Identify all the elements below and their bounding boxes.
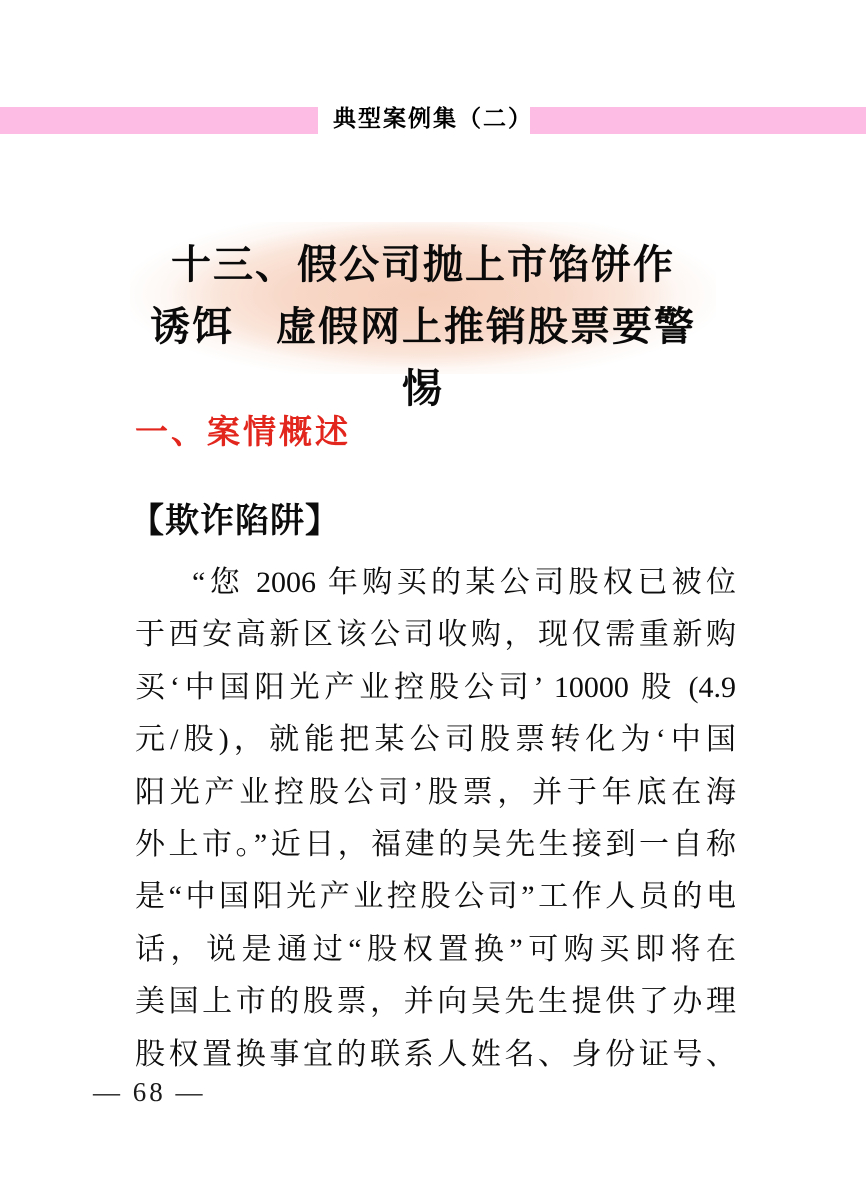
body-paragraph <box>135 557 736 1081</box>
section-heading: 一、案情概述 <box>135 413 351 450</box>
running-header-title: 典型案例集（二） <box>333 105 533 131</box>
body-line: 阳光产业控股公司’股票，并于年底在海 <box>135 775 736 809</box>
body-line: 话，说是通过“股权置换”可购买即将在 <box>135 932 736 966</box>
body-line: 美国上市的股票，并向吴先生提供了办理 <box>135 985 736 1019</box>
body-line: 是“中国阳光产业控股公司”工作人员的电 <box>135 880 736 914</box>
chapter-title-line-2: 诱饵 虚假网上推销股票要警惕 <box>150 304 696 411</box>
body-line: “您 2006 年购买的某公司股权已被位 <box>192 566 736 599</box>
subsection-heading: 【欺诈陷阱】 <box>130 503 340 540</box>
page-number: — 68 — <box>93 1077 206 1107</box>
chapter-title <box>130 234 716 420</box>
body-line: 于西安高新区该公司收购，现仅需重新购 <box>135 618 736 652</box>
body-line: 外上市。”近日，福建的吴先生接到一自称 <box>135 827 736 861</box>
body-line: 股权置换事宜的联系人姓名、身份证号、 <box>135 1037 736 1071</box>
body-line: 元/股)，就能把某公司股票转化为‘中国 <box>135 723 736 757</box>
body-line: 买‘中国阳光产业控股公司’ 10000 股 (4.9 <box>135 670 736 704</box>
chapter-title-line-1: 十三、假公司抛上市馅饼作 <box>171 242 675 287</box>
chapter-title-glow <box>130 222 716 411</box>
